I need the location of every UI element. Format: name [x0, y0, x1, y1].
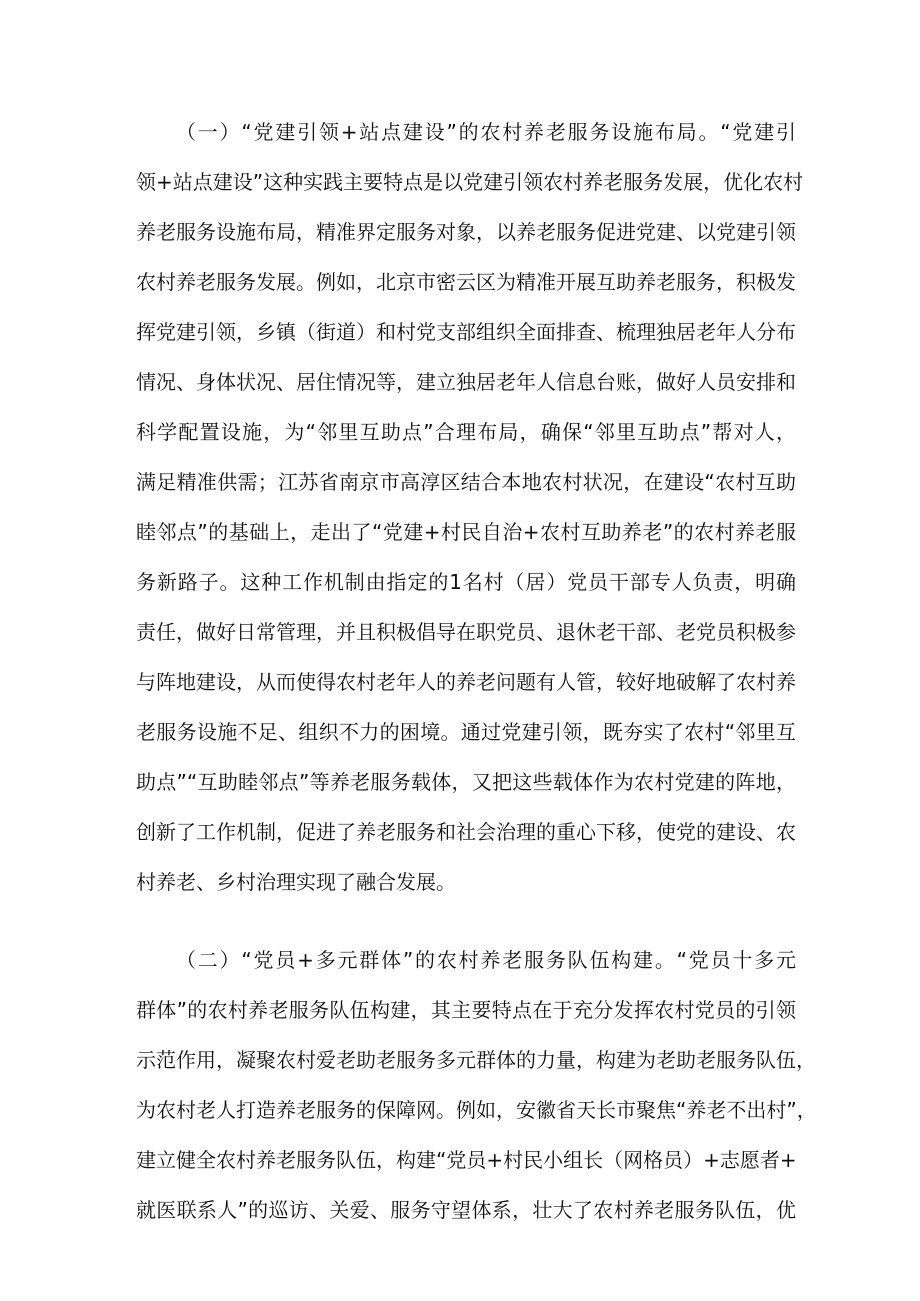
paragraph-line: 示范作用，凝聚农村爱老助老服务多元群体的力量，构建为老助老服务队伍，: [136, 1048, 816, 1072]
paragraph-line: （二）“党员+多元群体”的农村养老服务队伍构建。“党员十多元: [176, 948, 796, 972]
paragraph-line: 情况、身体状况、居住情况等，建立独居老年人信息台账，做好人员安排和: [136, 370, 796, 394]
paragraph-line: 与阵地建设，从而使得农村老年人的养老问题有人管，较好地破解了农村养: [136, 670, 796, 694]
paragraph-line: （一）“党建引领+站点建设”的农村养老服务设施布局。“党建引: [176, 120, 796, 144]
paragraph-line: 老服务设施不足、组织不力的困境。通过党建引领，既夯实了农村“邻里互: [136, 720, 796, 744]
paragraph-line: 领+站点建设”这种实践主要特点是以党建引领农村养老服务发展，优化农村: [136, 170, 804, 194]
paragraph-line: 挥党建引领，乡镇（街道）和村党支部组织全面排查、梳理独居老年人分布: [136, 320, 796, 344]
paragraph-line: 农村养老服务发展。例如，北京市密云区为精准开展互助养老服务，积极发: [136, 270, 796, 294]
paragraph-line: 建立健全农村养老服务队伍，构建“党员+村民小组长（网格员）+志愿者+: [136, 1148, 797, 1172]
paragraph-line: 助点”“互助睦邻点”等养老服务载体，又把这些载体作为农村党建的阵地，: [136, 770, 796, 794]
paragraph-line: 创新了工作机制，促进了养老服务和社会治理的重心下移，使党的建设、农: [136, 820, 796, 844]
paragraph-line: 满足精准供需；江苏省南京市高淳区结合本地农村状况，在建设“农村互助: [136, 470, 796, 494]
paragraph-line: 睦邻点”的基础上，走出了“党建+村民自治+农村互助养老”的农村养老服: [136, 520, 796, 544]
paragraph-line: 村养老、乡村治理实现了融合发展。: [136, 870, 456, 894]
paragraph-line: 科学配置设施，为“邻里互助点”合理布局，确保“邻里互助点”帮对人，: [136, 420, 796, 444]
paragraph-line: 为农村老人打造养老服务的保障网。例如，安徽省天长市聚焦“养老不出村”，: [136, 1098, 817, 1122]
paragraph-line: 就医联系人”的巡访、关爱、服务守望体系，壮大了农村养老服务队伍，优: [136, 1198, 796, 1222]
paragraph-line: 责任，做好日常管理，并且积极倡导在职党员、退休老干部、老党员积极参: [136, 620, 796, 644]
paragraph-line: 养老服务设施布局，精准界定服务对象，以养老服务促进党建、以党建引领: [136, 220, 796, 244]
paragraph-line: 群体”的农村养老服务队伍构建，其主要特点在于充分发挥农村党员的引领: [136, 998, 796, 1022]
paragraph-line: 务新路子。这种工作机制由指定的1名村（居）党员干部专人负责，明确: [136, 570, 796, 594]
